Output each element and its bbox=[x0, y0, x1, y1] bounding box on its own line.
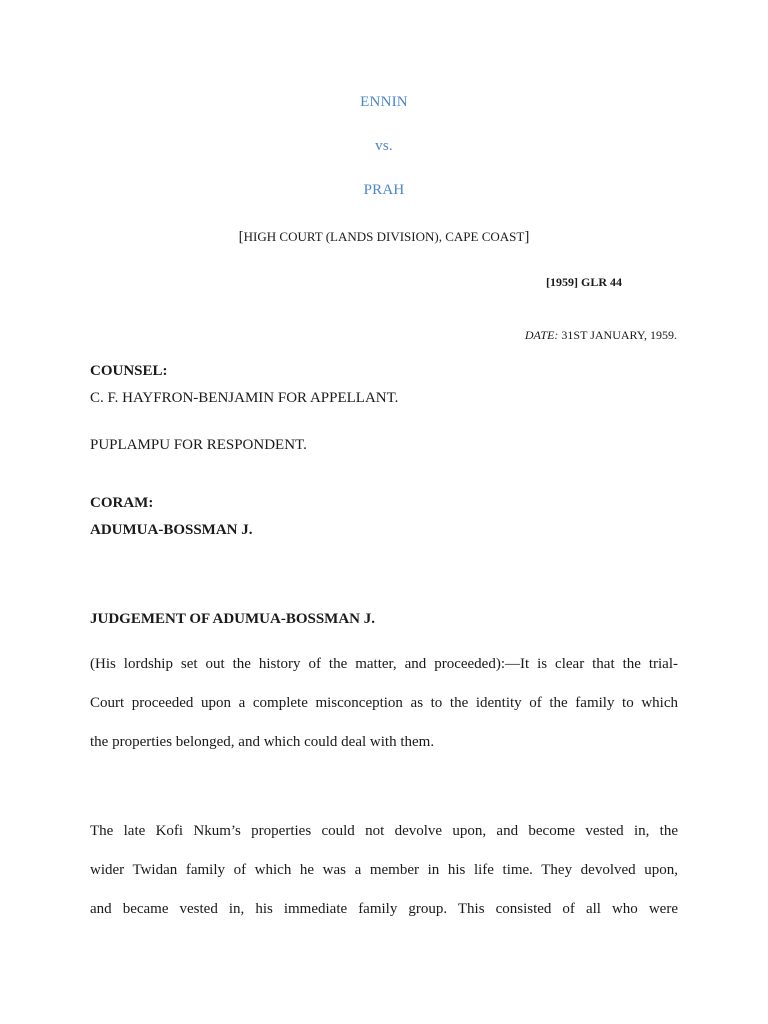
date-label: DATE: bbox=[524, 328, 559, 342]
paragraph-line: The late Kofi Nkum’s properties could not devolve upon, and become vested in, the bbox=[90, 823, 678, 839]
date-value: 31ST JANUARY, 1959. bbox=[561, 328, 677, 342]
paragraph-line: and became vested in, his immediate family group. This consisted of all who were bbox=[90, 901, 678, 917]
coram-heading: CORAM: bbox=[90, 495, 154, 511]
judgement-paragraph-2 bbox=[90, 812, 678, 929]
counsel-appellant: C. F. HAYFRON-BENJAMIN FOR APPELLANT. bbox=[90, 390, 399, 406]
citation: [1959] GLR 44 bbox=[546, 275, 622, 289]
paragraph-line: the properties belonged, and which could deal with them. bbox=[90, 734, 435, 750]
court-open-bracket: [ bbox=[238, 229, 244, 245]
defendant-name: PRAH bbox=[363, 182, 405, 198]
counsel-respondent: PUPLAMPU FOR RESPONDENT. bbox=[90, 437, 307, 453]
paragraph-line: Court proceeded upon a complete misconception as to the identity of the family to which bbox=[90, 695, 678, 711]
coram-judge: ADUMUA-BOSSMAN J. bbox=[90, 522, 253, 538]
paragraph-line: wider Twidan family of which he was a member in his life time. They devolved upon, bbox=[90, 862, 678, 878]
counsel-heading: COUNSEL: bbox=[90, 363, 168, 379]
court-text: HIGH COURT (LANDS DIVISION), CAPE COAST bbox=[243, 229, 525, 244]
judgement-paragraph-1 bbox=[90, 645, 678, 762]
judgement-date bbox=[525, 328, 677, 343]
court-name bbox=[0, 229, 768, 246]
judgement-heading: JUDGEMENT OF ADUMUA-BOSSMAN J. bbox=[90, 611, 376, 627]
court-close-bracket: ] bbox=[524, 229, 530, 245]
paragraph-line: (His lordship set out the history of the matter, and proceeded):—It is clear that the trial- bbox=[90, 656, 678, 672]
versus-label: vs. bbox=[375, 138, 393, 154]
plaintiff-name: ENNIN bbox=[360, 94, 408, 110]
